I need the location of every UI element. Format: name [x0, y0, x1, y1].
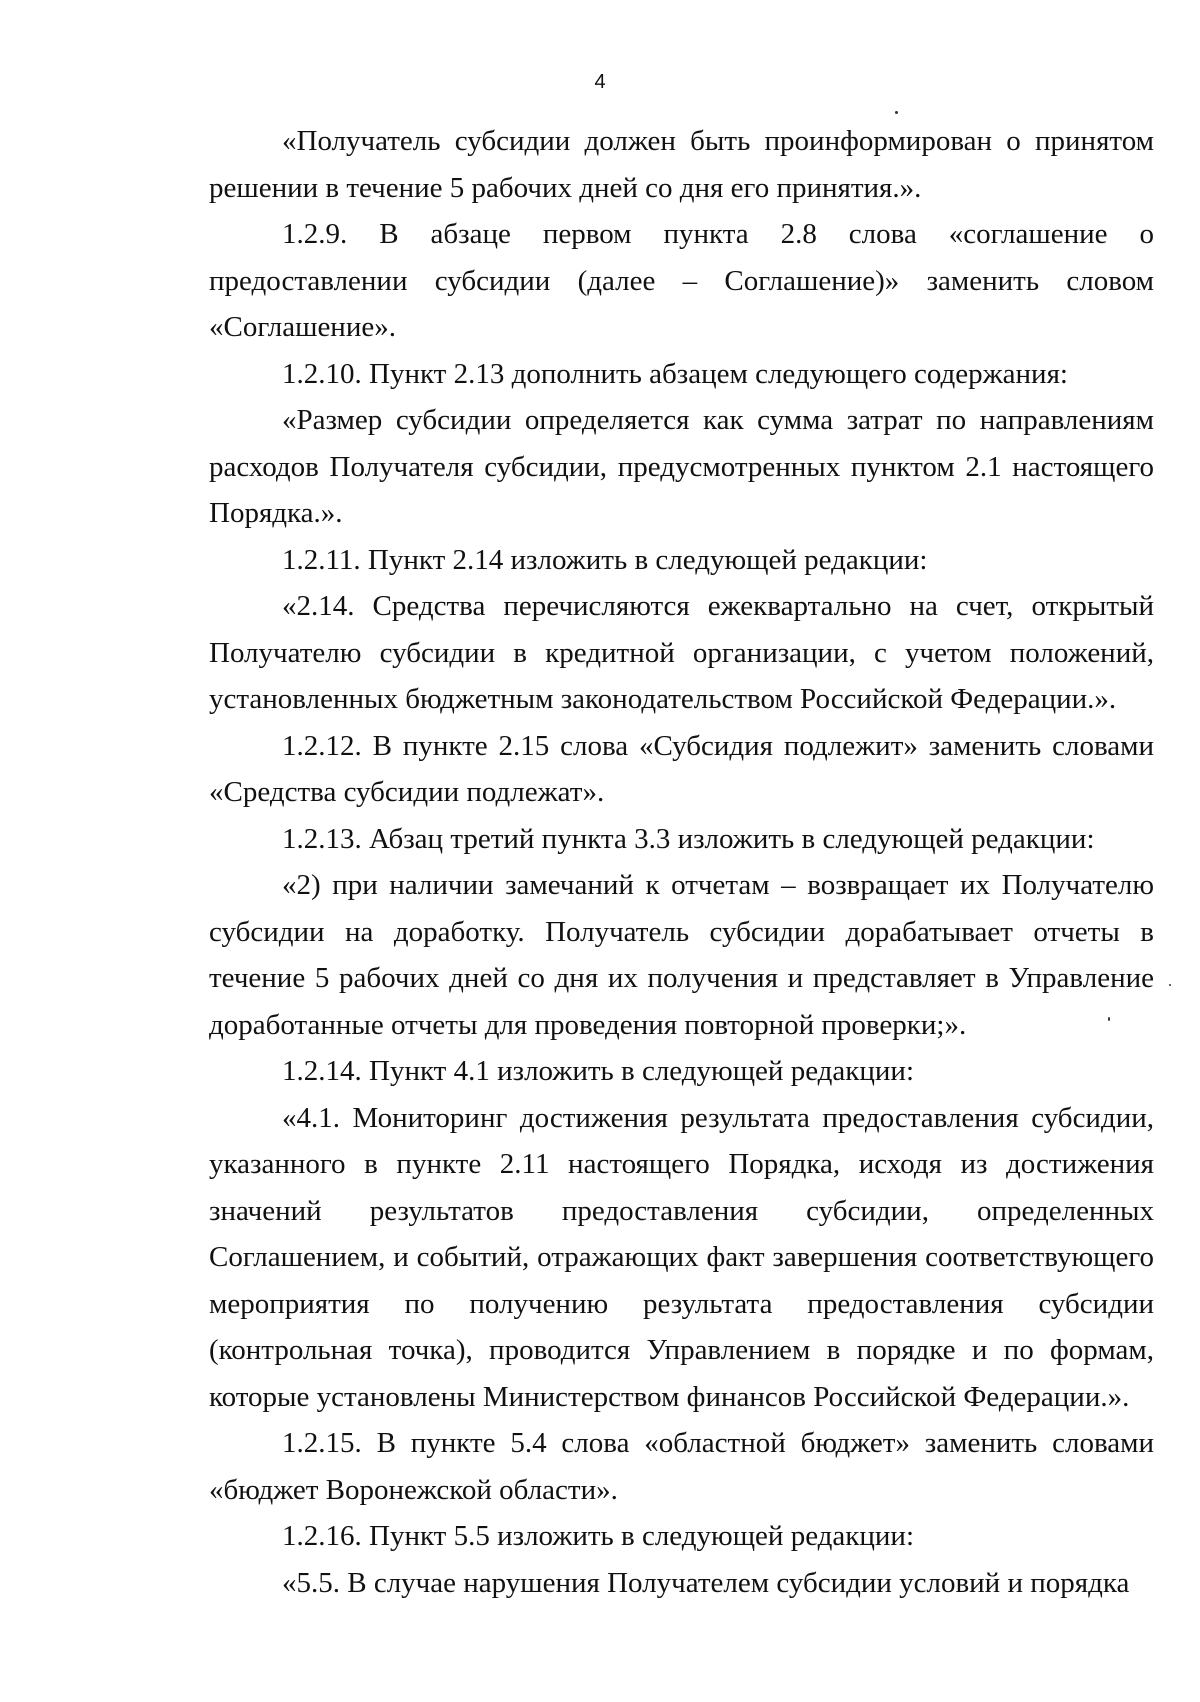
paragraph-1-2-12: 1.2.12. В пункте 2.15 слова «Субсидия подлежит» заменить словами «Средства субсидии подлежат».: [209, 729, 1154, 808]
paragraph-1-2-14: 1.2.14. Пункт 4.1 изложить в следующей редакции:: [282, 1055, 915, 1087]
paragraph-4-1: «4.1. Мониторинг достижения результата предоставления субсидии, указанного в пункте 2.11 настоящего Порядка, исходя из достижения значений результатов предоставления субсидии, определенных Соглашением, и событий, отражающих факт завершения соответствующего мероприятия по получению результата предоставления субсидии (контрольная точка), проводится Управлением в порядке и по формам, которые установлены Министерством финансов Российской Федерации.».: [209, 1101, 1154, 1413]
paragraph-5-5: «5.5. В случае нарушения Получателем субсидии условий и порядка: [282, 1566, 1130, 1599]
paragraph-reports-remarks: «2) при наличии замечаний к отчетам – возвращает их Получателю субсидии на доработку. Получатель субсидии дорабатывает отчеты в течение 5 рабочих дней со дня их получения и представляет в Управление доработанные отчеты для проведения повторной проверки;».: [209, 869, 1154, 1041]
document-body: [209, 118, 1154, 1606]
scan-speck: [1169, 984, 1171, 986]
paragraph-1-2-15: 1.2.15. В пункте 5.4 слова «областной бюджет» заменить словами «бюджет Воронежской области».: [209, 1427, 1154, 1506]
paragraph-subsidy-amount: «Размер субсидии определяется как сумма затрат по направлениям расходов Получателя субсидии, предусмотренных пунктом 2.1 настоящего Порядка.».: [209, 404, 1154, 529]
scan-speck: [895, 111, 898, 114]
paragraph-recipient-notification: «Получатель субсидии должен быть проинформирован о принятом решении в течение 5 рабочих дней со дня его принятия.».: [209, 125, 1154, 204]
paragraph-2-14: «2.14. Средства перечисляются ежеквартально на счет, открытый Получателю субсидии в кредитной организации, с учетом положений, установленных бюджетным законодательством Российской Федерации.».: [209, 590, 1154, 715]
paragraph-1-2-13: 1.2.13. Абзац третий пункта 3.3 изложить в следующей редакции:: [282, 822, 1095, 855]
paragraph-1-2-9: 1.2.9. В абзаце первом пункта 2.8 слова «соглашение о предоставлении субсидии (далее – Соглашение)» заменить словом «Соглашение».: [209, 218, 1154, 343]
paragraph-1-2-16: 1.2.16. Пункт 5.5 изложить в следующей редакции:: [282, 1520, 915, 1552]
paragraph-1-2-10: 1.2.10. Пункт 2.13 дополнить абзацем следующего содержания:: [282, 357, 1068, 390]
scan-speck: [1108, 1017, 1110, 1021]
page-number: 4: [594, 71, 606, 93]
paragraph-1-2-11: 1.2.11. Пункт 2.14 изложить в следующей редакции:: [282, 543, 928, 576]
